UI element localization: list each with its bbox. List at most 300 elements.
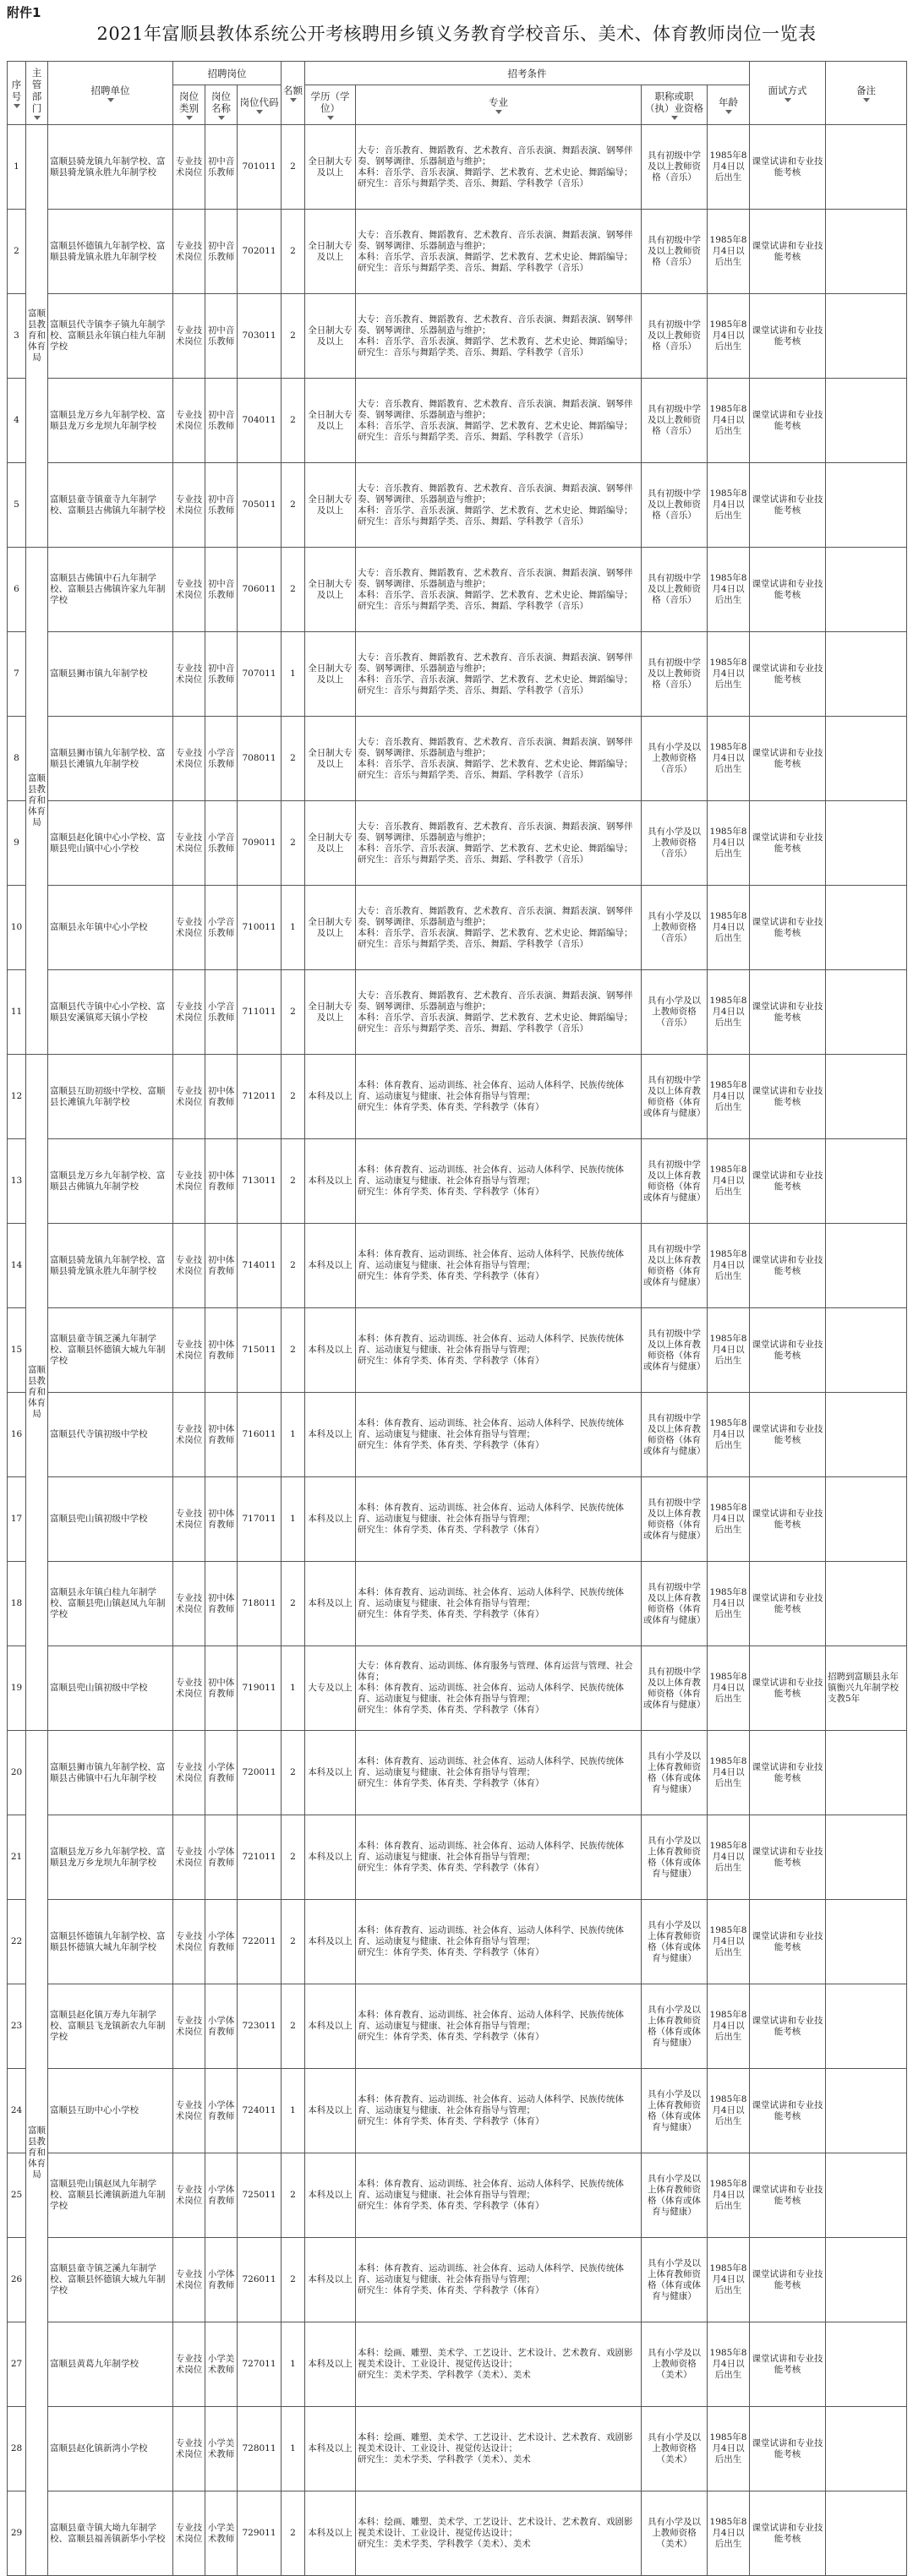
post-name-cell: 初中体育教师: [205, 1393, 238, 1477]
unit-cell: 富顺县赵化镇万寿九年制学校、富顺县飞龙镇新农九年制学校: [48, 1984, 173, 2069]
edu-cell: 本科及以上: [305, 2322, 356, 2407]
header-cond-group: 招考条件: [305, 62, 750, 85]
post-code-cell: 707011: [238, 632, 282, 717]
cert-cell: 具有初级中学及以上体育教师资格（体育或体育与健康）: [642, 1308, 708, 1393]
post-code-cell: 704011: [238, 379, 282, 463]
age-cell: 1985年8月4日以后出生: [708, 2153, 750, 2238]
edu-cell: 全日制大专及以上: [305, 463, 356, 548]
row-seq: 15: [8, 1308, 26, 1393]
filter-dropdown-icon[interactable]: [495, 110, 502, 114]
post-type-cell: 专业技术岗位: [173, 2407, 205, 2491]
post-type-cell: 专业技术岗位: [173, 886, 205, 970]
row-seq: 12: [8, 1055, 26, 1139]
row-seq: 1: [8, 125, 26, 210]
row-seq: 19: [8, 1646, 26, 1731]
age-cell: 1985年8月4日以后出生: [708, 1646, 750, 1731]
cert-cell: 具有小学及以上体育教师资格（体育或体育与健康）: [642, 2153, 708, 2238]
quota-cell: 2: [282, 379, 305, 463]
exam-cell: 课堂试讲和专业技能考核: [750, 294, 826, 379]
post-code-cell: 717011: [238, 1477, 282, 1562]
quota-cell: 1: [282, 2322, 305, 2407]
row-seq: 16: [8, 1393, 26, 1477]
post-type-cell: 专业技术岗位: [173, 548, 205, 632]
edu-cell: 全日制大专及以上: [305, 379, 356, 463]
quota-cell: 2: [282, 1139, 305, 1224]
age-cell: 1985年8月4日以后出生: [708, 1562, 750, 1646]
age-cell: 1985年8月4日以后出生: [708, 463, 750, 548]
dept-cell: 富顺县教育和体育局: [26, 125, 48, 548]
post-code-cell: 729011: [238, 2491, 282, 2576]
note-cell: [826, 886, 907, 970]
unit-cell: 富顺县兜山镇初级中学校: [48, 1646, 173, 1731]
post-name-cell: 初中体育教师: [205, 1139, 238, 1224]
cert-cell: 具有小学及以上教师资格（音乐）: [642, 801, 708, 886]
post-name-cell: 小学音乐教师: [205, 970, 238, 1055]
exam-cell: 课堂试讲和专业技能考核: [750, 1731, 826, 1815]
header-edu: 学历（学位）: [305, 85, 356, 125]
age-cell: 1985年8月4日以后出生: [708, 1224, 750, 1308]
major-cell: 大专：音乐教育、舞蹈教育、艺术教育、音乐表演、舞蹈表演、钢琴伴奏、钢琴调律、乐器制造与维护； 本科：音乐学、音乐表演、舞蹈学、艺术教育、艺术史论、舞蹈编导； 研究生：音乐与舞蹈学类、音乐、舞蹈、学科教学（音乐）: [356, 801, 642, 886]
post-name-cell: 小学体育教师: [205, 1984, 238, 2069]
post-type-cell: 专业技术岗位: [173, 2153, 205, 2238]
exam-cell: 课堂试讲和专业技能考核: [750, 463, 826, 548]
row-seq: 9: [8, 801, 26, 886]
major-cell: 本科：体育教育、运动训练、社会体育、运动人体科学、民族传统体育、运动康复与健康、社会体育指导与管理； 研究生：体育学类、体育类、学科教学（体育）: [356, 1984, 642, 2069]
post-code-cell: 703011: [238, 294, 282, 379]
filter-dropdown-icon[interactable]: [107, 98, 114, 102]
edu-cell: 全日制大专及以上: [305, 632, 356, 717]
note-cell: [826, 2153, 907, 2238]
unit-cell: 富顺县童寺镇大坳九年制学校、富顺县福善镇新华小学校: [48, 2491, 173, 2576]
major-cell: 本科：体育教育、运动训练、社会体育、运动人体科学、民族传统体育、运动康复与健康、社会体育指导与管理； 研究生：体育学类、体育类、学科教学（体育）: [356, 1139, 642, 1224]
edu-cell: 本科及以上: [305, 1055, 356, 1139]
post-type-cell: 专业技术岗位: [173, 1900, 205, 1984]
cert-cell: 具有初级中学及以上教师资格（音乐）: [642, 125, 708, 210]
edu-cell: 本科及以上: [305, 1562, 356, 1646]
post-name-cell: 初中体育教师: [205, 1308, 238, 1393]
exam-cell: 课堂试讲和专业技能考核: [750, 2153, 826, 2238]
post-name-cell: 初中体育教师: [205, 1562, 238, 1646]
post-name-cell: 初中音乐教师: [205, 294, 238, 379]
exam-cell: 课堂试讲和专业技能考核: [750, 2407, 826, 2491]
age-cell: 1985年8月4日以后出生: [708, 210, 750, 294]
exam-cell: 课堂试讲和专业技能考核: [750, 801, 826, 886]
row-seq: 22: [8, 1900, 26, 1984]
edu-cell: 本科及以上: [305, 1477, 356, 1562]
header-seq: 序号: [8, 62, 26, 125]
post-type-cell: 专业技术岗位: [173, 801, 205, 886]
edu-cell: 本科及以上: [305, 2238, 356, 2322]
post-type-cell: 专业技术岗位: [173, 2322, 205, 2407]
post-type-cell: 专业技术岗位: [173, 1224, 205, 1308]
note-cell: [826, 125, 907, 210]
unit-cell: 富顺县黄葛九年制学校: [48, 2322, 173, 2407]
row-seq: 29: [8, 2491, 26, 2576]
table-row: [8, 1477, 907, 1562]
edu-cell: 本科及以上: [305, 1900, 356, 1984]
filter-dropdown-icon[interactable]: [725, 110, 732, 114]
exam-cell: 课堂试讲和专业技能考核: [750, 1224, 826, 1308]
edu-cell: 本科及以上: [305, 2491, 356, 2576]
quota-cell: 1: [282, 1646, 305, 1731]
major-cell: 本科：绘画、雕塑、美术学、工艺设计、艺术设计、艺术教育、戏剧影视美术设计、工业设计、视觉传达设计； 研究生：美术学类、学科教学（美术）、美术: [356, 2322, 642, 2407]
major-cell: 本科：体育教育、运动训练、社会体育、运动人体科学、民族传统体育、运动康复与健康、社会体育指导与管理； 研究生：体育学类、体育类、学科教学（体育）: [356, 1308, 642, 1393]
post-name-cell: 初中体育教师: [205, 1646, 238, 1731]
edu-cell: 本科及以上: [305, 1815, 356, 1900]
post-type-cell: 专业技术岗位: [173, 463, 205, 548]
unit-cell: 富顺县童寺镇童寺九年制学校、富顺县古佛镇九年制学校: [48, 463, 173, 548]
row-seq: 20: [8, 1731, 26, 1815]
note-cell: [826, 1477, 907, 1562]
table-row: [8, 2491, 907, 2576]
row-seq: 5: [8, 463, 26, 548]
note-cell: [826, 548, 907, 632]
major-cell: 大专：音乐教育、舞蹈教育、艺术教育、音乐表演、舞蹈表演、钢琴伴奏、钢琴调律、乐器制造与维护； 本科：音乐学、音乐表演、舞蹈学、艺术教育、艺术史论、舞蹈编导； 研究生：音乐与舞蹈学类、音乐、舞蹈、学科教学（音乐）: [356, 970, 642, 1055]
unit-cell: 富顺县龙万乡九年制学校、富顺县龙万乡龙坝九年制学校: [48, 1815, 173, 1900]
post-type-cell: 专业技术岗位: [173, 1646, 205, 1731]
quota-cell: 2: [282, 801, 305, 886]
header-cert: 职称或职（执）业资格: [642, 85, 708, 125]
cert-cell: 具有初级中学及以上教师资格（音乐）: [642, 210, 708, 294]
quota-cell: 2: [282, 2238, 305, 2322]
note-cell: [826, 2238, 907, 2322]
edu-cell: 本科及以上: [305, 1308, 356, 1393]
positions-table: [7, 61, 907, 2576]
note-cell: [826, 1731, 907, 1815]
major-cell: 本科：绘画、雕塑、美术学、工艺设计、艺术设计、艺术教育、戏剧影视美术设计、工业设计、视觉传达设计； 研究生：美术学类、学科教学（美术）、美术: [356, 2491, 642, 2576]
quota-cell: 2: [282, 294, 305, 379]
note-cell: [826, 1055, 907, 1139]
filter-dropdown-icon[interactable]: [34, 116, 41, 120]
cert-cell: 具有小学及以上教师资格（音乐）: [642, 970, 708, 1055]
cert-cell: 具有初级中学及以上体育教师资格（体育或体育与健康）: [642, 1477, 708, 1562]
filter-dropdown-icon[interactable]: [256, 110, 263, 114]
row-seq: 21: [8, 1815, 26, 1900]
age-cell: 1985年8月4日以后出生: [708, 632, 750, 717]
post-code-cell: 710011: [238, 886, 282, 970]
major-cell: 大专：音乐教育、舞蹈教育、艺术教育、音乐表演、舞蹈表演、钢琴伴奏、钢琴调律、乐器制造与维护； 本科：音乐学、音乐表演、舞蹈学、艺术教育、艺术史论、舞蹈编导； 研究生：音乐与舞蹈学类、音乐、舞蹈、学科教学（音乐）: [356, 294, 642, 379]
major-cell: 本科：体育教育、运动训练、社会体育、运动人体科学、民族传统体育、运动康复与健康、社会体育指导与管理； 研究生：体育学类、体育类、学科教学（体育）: [356, 2153, 642, 2238]
unit-cell: 富顺县互助初级中学校、富顺县长滩镇九年制学校: [48, 1055, 173, 1139]
post-name-cell: 小学音乐教师: [205, 886, 238, 970]
age-cell: 1985年8月4日以后出生: [708, 2069, 750, 2153]
filter-dropdown-icon[interactable]: [186, 116, 193, 120]
exam-cell: 课堂试讲和专业技能考核: [750, 2238, 826, 2322]
edu-cell: 本科及以上: [305, 1984, 356, 2069]
filter-dropdown-icon[interactable]: [327, 116, 334, 120]
major-cell: 本科：绘画、雕塑、美术学、工艺设计、艺术设计、艺术教育、戏剧影视美术设计、工业设计、视觉传达设计； 研究生：美术学类、学科教学（美术）、美术: [356, 2407, 642, 2491]
post-name-cell: 小学体育教师: [205, 1900, 238, 1984]
post-code-cell: 709011: [238, 801, 282, 886]
quota-cell: 2: [282, 1731, 305, 1815]
quota-cell: 2: [282, 2491, 305, 2576]
post-type-cell: 专业技术岗位: [173, 1393, 205, 1477]
table-body: [8, 125, 907, 2576]
age-cell: 1985年8月4日以后出生: [708, 548, 750, 632]
header-post-name: 岗位名称: [205, 85, 238, 125]
cert-cell: 具有初级中学及以上教师资格（音乐）: [642, 463, 708, 548]
row-seq: 25: [8, 2153, 26, 2238]
unit-cell: 富顺县怀德镇九年制学校、富顺县怀德镇大城九年制学校: [48, 1900, 173, 1984]
post-type-cell: 专业技术岗位: [173, 632, 205, 717]
table-row: [8, 1900, 907, 1984]
table-row: [8, 1055, 907, 1139]
age-cell: 1985年8月4日以后出生: [708, 379, 750, 463]
post-code-cell: 726011: [238, 2238, 282, 2322]
quota-cell: 2: [282, 1900, 305, 1984]
unit-cell: 富顺县赵化镇新湾小学校: [48, 2407, 173, 2491]
note-cell: [826, 1562, 907, 1646]
cert-cell: 具有小学及以上体育教师资格（体育或体育与健康）: [642, 1984, 708, 2069]
table-row: [8, 717, 907, 801]
row-seq: 2: [8, 210, 26, 294]
exam-cell: 课堂试讲和专业技能考核: [750, 125, 826, 210]
header-major: 专业: [356, 85, 642, 125]
exam-cell: 课堂试讲和专业技能考核: [750, 1055, 826, 1139]
edu-cell: 本科及以上: [305, 1731, 356, 1815]
cert-cell: 具有初级中学及以上体育教师资格（体育或体育与健康）: [642, 1224, 708, 1308]
filter-dropdown-icon[interactable]: [671, 116, 678, 120]
edu-cell: 全日制大专及以上: [305, 548, 356, 632]
quota-cell: 1: [282, 1477, 305, 1562]
note-cell: [826, 294, 907, 379]
cert-cell: 具有初级中学及以上体育教师资格（体育或体育与健康）: [642, 1393, 708, 1477]
quota-cell: 2: [282, 1055, 305, 1139]
filter-dropdown-icon[interactable]: [14, 104, 20, 108]
cert-cell: 具有初级中学及以上体育教师资格（体育或体育与健康）: [642, 1139, 708, 1224]
age-cell: 1985年8月4日以后出生: [708, 1984, 750, 2069]
edu-cell: 本科及以上: [305, 2069, 356, 2153]
exam-cell: 课堂试讲和专业技能考核: [750, 210, 826, 294]
quota-cell: 1: [282, 1393, 305, 1477]
post-name-cell: 初中音乐教师: [205, 463, 238, 548]
filter-dropdown-icon[interactable]: [785, 98, 791, 102]
unit-cell: 富顺县童寺镇芝溪九年制学校、富顺县怀德镇大城九年制学校: [48, 1308, 173, 1393]
age-cell: 1985年8月4日以后出生: [708, 1055, 750, 1139]
note-cell: 招聘到富顺县永年镇衡兴九年制学校支教5年: [826, 1646, 907, 1731]
post-code-cell: 716011: [238, 1393, 282, 1477]
post-name-cell: 初中音乐教师: [205, 210, 238, 294]
filter-dropdown-icon[interactable]: [863, 98, 870, 102]
row-seq: 11: [8, 970, 26, 1055]
edu-cell: 本科及以上: [305, 1224, 356, 1308]
age-cell: 1985年8月4日以后出生: [708, 294, 750, 379]
quota-cell: 2: [282, 1815, 305, 1900]
table-row: [8, 1308, 907, 1393]
edu-cell: 全日制大专及以上: [305, 210, 356, 294]
edu-cell: 大专及以上: [305, 1646, 356, 1731]
major-cell: 大专：音乐教育、舞蹈教育、艺术教育、音乐表演、舞蹈表演、钢琴伴奏、钢琴调律、乐器制造与维护； 本科：音乐学、音乐表演、舞蹈学、艺术教育、艺术史论、舞蹈编导； 研究生：音乐与舞蹈学类、音乐、舞蹈、学科教学（音乐）: [356, 125, 642, 210]
exam-cell: 课堂试讲和专业技能考核: [750, 1562, 826, 1646]
major-cell: 本科：体育教育、运动训练、社会体育、运动人体科学、民族传统体育、运动康复与健康、社会体育指导与管理； 研究生：体育学类、体育类、学科教学（体育）: [356, 1900, 642, 1984]
post-code-cell: 705011: [238, 463, 282, 548]
exam-cell: 课堂试讲和专业技能考核: [750, 1815, 826, 1900]
major-cell: 本科：体育教育、运动训练、社会体育、运动人体科学、民族传统体育、运动康复与健康、社会体育指导与管理； 研究生：体育学类、体育类、学科教学（体育）: [356, 2069, 642, 2153]
post-code-cell: 727011: [238, 2322, 282, 2407]
note-cell: [826, 210, 907, 294]
age-cell: 1985年8月4日以后出生: [708, 2322, 750, 2407]
exam-cell: 课堂试讲和专业技能考核: [750, 1308, 826, 1393]
cert-cell: 具有初级中学及以上教师资格（音乐）: [642, 379, 708, 463]
note-cell: [826, 379, 907, 463]
post-name-cell: 初中音乐教师: [205, 632, 238, 717]
cert-cell: 具有小学及以上教师资格（美术）: [642, 2407, 708, 2491]
quota-cell: 1: [282, 2069, 305, 2153]
post-code-cell: 702011: [238, 210, 282, 294]
exam-cell: 课堂试讲和专业技能考核: [750, 1984, 826, 2069]
cert-cell: 具有初级中学及以上体育教师资格（体育或体育与健康）: [642, 1646, 708, 1731]
quota-cell: 2: [282, 548, 305, 632]
table-row: [8, 1224, 907, 1308]
unit-cell: 富顺县永年镇中心小学校: [48, 886, 173, 970]
row-seq: 23: [8, 1984, 26, 2069]
post-type-cell: 专业技术岗位: [173, 294, 205, 379]
note-cell: [826, 463, 907, 548]
note-cell: [826, 801, 907, 886]
note-cell: [826, 1393, 907, 1477]
note-cell: [826, 1139, 907, 1224]
post-name-cell: 小学体育教师: [205, 1731, 238, 1815]
edu-cell: 全日制大专及以上: [305, 801, 356, 886]
unit-cell: 富顺县狮市镇九年制学校、富顺县古佛镇中石九年制学校: [48, 1731, 173, 1815]
exam-cell: 课堂试讲和专业技能考核: [750, 1900, 826, 1984]
age-cell: 1985年8月4日以后出生: [708, 1900, 750, 1984]
exam-cell: 课堂试讲和专业技能考核: [750, 970, 826, 1055]
row-seq: 3: [8, 294, 26, 379]
table-row: [8, 1731, 907, 1815]
cert-cell: 具有初级中学及以上教师资格（音乐）: [642, 294, 708, 379]
post-name-cell: 小学美术教师: [205, 2322, 238, 2407]
post-type-cell: 专业技术岗位: [173, 379, 205, 463]
major-cell: 大专：体育教育、运动训练、体育服务与管理、体育运营与管理、社会体育； 本科：体育教育、运动训练、社会体育、运动人体科学、民族传统体育、运动康复与健康、社会体育指导与管理； 研究生：体育学类、体育类、学科教学（体育）: [356, 1646, 642, 1731]
note-cell: [826, 1308, 907, 1393]
post-code-cell: 713011: [238, 1139, 282, 1224]
age-cell: 1985年8月4日以后出生: [708, 2238, 750, 2322]
table-row: [8, 548, 907, 632]
major-cell: 本科：体育教育、运动训练、社会体育、运动人体科学、民族传统体育、运动康复与健康、社会体育指导与管理； 研究生：体育学类、体育类、学科教学（体育）: [356, 1055, 642, 1139]
post-type-cell: 专业技术岗位: [173, 717, 205, 801]
table-row: [8, 1984, 907, 2069]
post-code-cell: 724011: [238, 2069, 282, 2153]
age-cell: 1985年8月4日以后出生: [708, 801, 750, 886]
post-code-cell: 721011: [238, 1815, 282, 1900]
age-cell: 1985年8月4日以后出生: [708, 1731, 750, 1815]
post-name-cell: 小学体育教师: [205, 2153, 238, 2238]
unit-cell: 富顺县骑龙镇九年制学校、富顺县骑龙镇永胜九年制学校: [48, 125, 173, 210]
post-name-cell: 小学美术教师: [205, 2407, 238, 2491]
table-row: [8, 970, 907, 1055]
table-row: [8, 2069, 907, 2153]
quota-cell: 2: [282, 717, 305, 801]
cert-cell: 具有初级中学及以上教师资格（音乐）: [642, 632, 708, 717]
quota-cell: 2: [282, 1224, 305, 1308]
row-seq: 14: [8, 1224, 26, 1308]
header-exam: 面试方式: [750, 62, 826, 125]
unit-cell: 富顺县互助中心小学校: [48, 2069, 173, 2153]
age-cell: 1985年8月4日以后出生: [708, 717, 750, 801]
post-type-cell: 专业技术岗位: [173, 970, 205, 1055]
major-cell: 本科：体育教育、运动训练、社会体育、运动人体科学、民族传统体育、运动康复与健康、社会体育指导与管理； 研究生：体育学类、体育类、学科教学（体育）: [356, 1815, 642, 1900]
post-name-cell: 初中体育教师: [205, 1477, 238, 1562]
major-cell: 本科：体育教育、运动训练、社会体育、运动人体科学、民族传统体育、运动康复与健康、社会体育指导与管理； 研究生：体育学类、体育类、学科教学（体育）: [356, 1731, 642, 1815]
cert-cell: 具有小学及以上体育教师资格（体育或体育与健康）: [642, 1900, 708, 1984]
document-title: 2021年富顺县教体系统公开考核聘用乡镇义务教育学校音乐、美术、体育教师岗位一览表: [96, 24, 817, 44]
table-row: [8, 886, 907, 970]
cert-cell: 具有小学及以上教师资格（音乐）: [642, 717, 708, 801]
unit-cell: 富顺县代寺镇李子镇九年制学校、富顺县永年镇白桂九年制学校: [48, 294, 173, 379]
post-code-cell: 720011: [238, 1731, 282, 1815]
age-cell: 1985年8月4日以后出生: [708, 1139, 750, 1224]
row-seq: 7: [8, 632, 26, 717]
post-code-cell: 715011: [238, 1308, 282, 1393]
post-type-cell: 专业技术岗位: [173, 1308, 205, 1393]
post-type-cell: 专业技术岗位: [173, 2491, 205, 2576]
quota-cell: 2: [282, 2153, 305, 2238]
unit-cell: 富顺县永年镇白桂九年制学校、富顺县兜山镇赵凤九年制学校: [48, 1562, 173, 1646]
major-cell: 本科：体育教育、运动训练、社会体育、运动人体科学、民族传统体育、运动康复与健康、社会体育指导与管理； 研究生：体育学类、体育类、学科教学（体育）: [356, 1477, 642, 1562]
table-row: [8, 1815, 907, 1900]
row-seq: 18: [8, 1562, 26, 1646]
post-type-cell: 专业技术岗位: [173, 210, 205, 294]
dept-cell: 富顺县教育和体育局: [26, 548, 48, 1055]
post-type-cell: 专业技术岗位: [173, 2069, 205, 2153]
row-seq: 17: [8, 1477, 26, 1562]
table-row: [8, 801, 907, 886]
table-row: [8, 632, 907, 717]
table-row: [8, 294, 907, 379]
table-row: [8, 125, 907, 210]
unit-cell: 富顺县代寺镇初级中学校: [48, 1393, 173, 1477]
edu-cell: 全日制大专及以上: [305, 125, 356, 210]
table-row: [8, 2238, 907, 2322]
header-quota: 名额: [282, 62, 305, 125]
table-row: [8, 463, 907, 548]
post-type-cell: 专业技术岗位: [173, 1815, 205, 1900]
major-cell: 本科：体育教育、运动训练、社会体育、运动人体科学、民族传统体育、运动康复与健康、社会体育指导与管理； 研究生：体育学类、体育类、学科教学（体育）: [356, 1224, 642, 1308]
post-type-cell: 专业技术岗位: [173, 1731, 205, 1815]
age-cell: 1985年8月4日以后出生: [708, 1477, 750, 1562]
age-cell: 1985年8月4日以后出生: [708, 125, 750, 210]
post-name-cell: 小学音乐教师: [205, 801, 238, 886]
unit-cell: 富顺县代寺镇中心小学校、富顺县安溪镇郑天镇小学校: [48, 970, 173, 1055]
post-type-cell: 专业技术岗位: [173, 1139, 205, 1224]
note-cell: [826, 2407, 907, 2491]
post-type-cell: 专业技术岗位: [173, 1477, 205, 1562]
edu-cell: 全日制大专及以上: [305, 886, 356, 970]
header-dept: 主管部门: [26, 62, 48, 125]
major-cell: 大专：音乐教育、舞蹈教育、艺术教育、音乐表演、舞蹈表演、钢琴伴奏、钢琴调律、乐器制造与维护； 本科：音乐学、音乐表演、舞蹈学、艺术教育、艺术史论、舞蹈编导； 研究生：音乐与舞蹈学类、音乐、舞蹈、学科教学（音乐）: [356, 379, 642, 463]
edu-cell: 本科及以上: [305, 2407, 356, 2491]
quota-cell: 2: [282, 1562, 305, 1646]
header-unit: 招聘单位: [48, 62, 173, 125]
major-cell: 本科：体育教育、运动训练、社会体育、运动人体科学、民族传统体育、运动康复与健康、社会体育指导与管理； 研究生：体育学类、体育类、学科教学（体育）: [356, 1393, 642, 1477]
dept-cell: 富顺县教育和体育局: [26, 1731, 48, 2576]
header-post-code: 岗位代码: [238, 85, 282, 125]
quota-cell: 1: [282, 632, 305, 717]
age-cell: 1985年8月4日以后出生: [708, 1815, 750, 1900]
filter-dropdown-icon[interactable]: [290, 98, 297, 102]
table-row: [8, 2153, 907, 2238]
post-name-cell: 初中体育教师: [205, 1055, 238, 1139]
filter-dropdown-icon[interactable]: [218, 116, 225, 120]
major-cell: 大专：音乐教育、舞蹈教育、艺术教育、音乐表演、舞蹈表演、钢琴伴奏、钢琴调律、乐器制造与维护； 本科：音乐学、音乐表演、舞蹈学、艺术教育、艺术史论、舞蹈编导； 研究生：音乐与舞蹈学类、音乐、舞蹈、学科教学（音乐）: [356, 548, 642, 632]
cert-cell: 具有初级中学及以上教师资格（音乐）: [642, 548, 708, 632]
table-row: [8, 1646, 907, 1731]
row-seq: 4: [8, 379, 26, 463]
unit-cell: 富顺县童寺镇芝溪九年制学校、富顺县怀德镇大城九年制学校: [48, 2238, 173, 2322]
age-cell: 1985年8月4日以后出生: [708, 2491, 750, 2576]
table-row: [8, 1562, 907, 1646]
